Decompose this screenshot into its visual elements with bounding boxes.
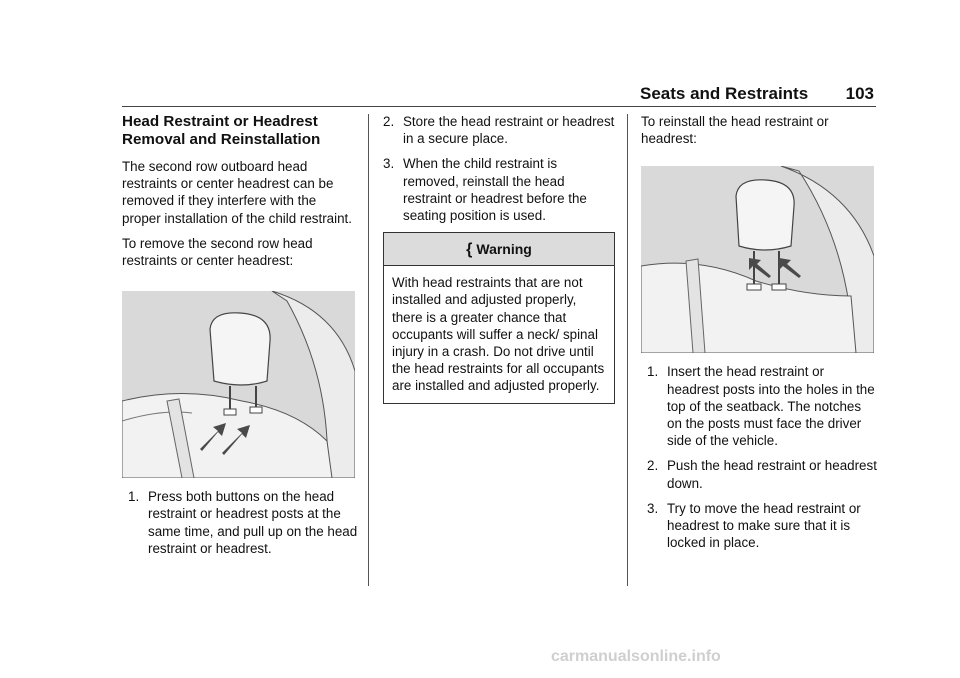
column-3 bbox=[641, 113, 877, 559]
column-divider bbox=[627, 114, 628, 586]
warning-body: With head restraints that are not installed and adjusted properly, there is a greater chance that occupants will suffer a neck/ spinal injury in a crash. Do not drive until the head restraints for all occupants are installed and adjusted properly. bbox=[392, 275, 605, 394]
step-number: 3. bbox=[647, 500, 659, 516]
step-text: Push the head restraint or headrest down. bbox=[667, 458, 877, 491]
header-rule bbox=[122, 106, 876, 107]
column-2 bbox=[383, 113, 615, 404]
running-header bbox=[640, 84, 874, 104]
step-text: When the child restraint is removed, reinstall the head restraint or headrest before the seating position is used. bbox=[403, 156, 587, 224]
reinstall-illustration bbox=[641, 166, 874, 353]
warning-symbol-icon: { bbox=[466, 240, 473, 258]
step-number: 2. bbox=[383, 114, 395, 129]
headrest-removal-figure bbox=[122, 291, 355, 478]
column-1 bbox=[122, 113, 358, 565]
removal-steps bbox=[122, 488, 358, 557]
removal-steps-continued bbox=[383, 113, 615, 224]
removal-illustration bbox=[122, 291, 355, 478]
step-number: 3. bbox=[383, 156, 395, 172]
list-item bbox=[122, 488, 358, 557]
warning-box bbox=[383, 232, 615, 403]
list-item bbox=[641, 500, 877, 552]
list-item bbox=[383, 113, 615, 147]
section-heading: Head Restraint or Headrest Removal and Reinstallation bbox=[122, 113, 321, 148]
section-title: Seats and Restraints bbox=[640, 84, 809, 103]
list-item bbox=[383, 155, 615, 224]
column-divider bbox=[368, 114, 369, 586]
page-number: 103 bbox=[845, 84, 874, 103]
step-text: Insert the head restraint or headrest posts into the holes in the top of the seatback. The notches on the posts must face the driver side of the vehicle. bbox=[667, 364, 875, 449]
step-text: Store the head restraint or headrest in a secure place. bbox=[403, 114, 615, 147]
reinstall-steps bbox=[641, 363, 877, 551]
paragraph: To reinstall the head restraint or headrest: bbox=[641, 114, 829, 147]
step-number: 1. bbox=[128, 489, 140, 505]
list-item bbox=[641, 363, 877, 449]
step-number: 2. bbox=[647, 458, 659, 474]
watermark: carmanualsonline.info bbox=[551, 648, 721, 665]
step-text: Try to move the head restraint or headrest to make sure that it is locked in place. bbox=[667, 500, 861, 551]
list-item bbox=[641, 457, 877, 491]
step-text: Press both buttons on the head restraint or headrest posts at the same time, and pull up on the head restraint or headrest. bbox=[148, 489, 358, 556]
headrest-reinstall-figure bbox=[641, 166, 874, 353]
step-number: 1. bbox=[647, 364, 659, 380]
paragraph: To remove the second row head restraints or center headrest: bbox=[122, 235, 313, 269]
paragraph: The second row outboard head restraints or center headrest can be removed if they interfere with the proper installation of the child restraint. bbox=[122, 159, 352, 226]
warning-title: Warning bbox=[476, 240, 532, 257]
warning-header bbox=[384, 233, 614, 266]
